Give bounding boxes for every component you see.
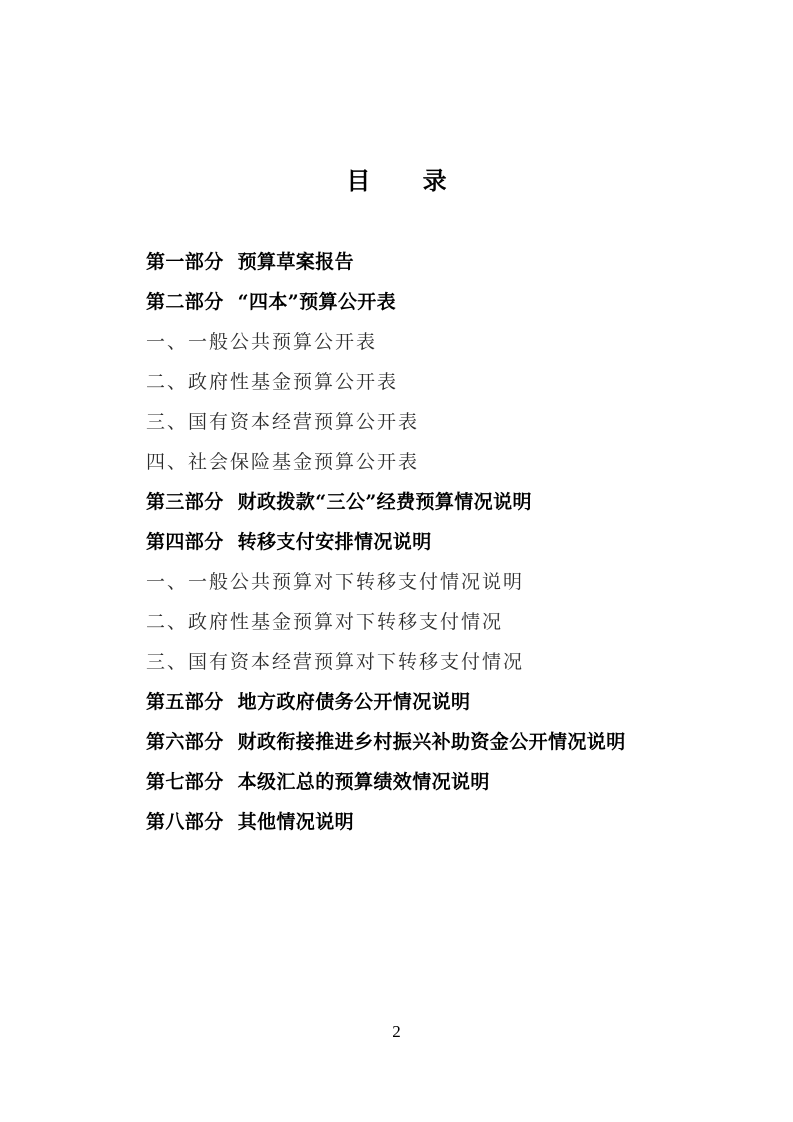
toc-part-text: 地方政府债务公开情况说明 <box>237 691 471 713</box>
toc-subitem-text: 一、一般公共预算对下转移支付情况说明 <box>146 571 525 593</box>
toc-part-label: 第四部分 <box>146 531 224 553</box>
toc-part-6[interactable] <box>146 725 746 765</box>
toc-part-text: 其他情况说明 <box>237 811 355 833</box>
toc-part-3[interactable] <box>146 485 746 525</box>
toc-subitem-text: 二、政府性基金预算公开表 <box>146 371 399 393</box>
toc-part-label: 第三部分 <box>146 491 224 513</box>
toc-subitem[interactable] <box>146 645 746 685</box>
toc-part-4[interactable] <box>146 525 746 565</box>
toc-subitem[interactable] <box>146 365 746 405</box>
toc-part-5[interactable] <box>146 685 746 725</box>
toc-part-2[interactable] <box>146 285 746 325</box>
toc-part-text: 转移支付安排情况说明 <box>237 531 432 553</box>
toc-part-text: 预算草案报告 <box>237 251 355 273</box>
toc-part-label: 第七部分 <box>146 771 224 793</box>
page-number: 2 <box>392 1022 401 1041</box>
toc-part-text: “四本”预算公开表 <box>237 291 397 313</box>
toc-part-1[interactable] <box>146 245 746 285</box>
toc-subitem[interactable] <box>146 445 746 485</box>
toc-subitem-text: 三、国有资本经营预算公开表 <box>146 411 420 433</box>
toc-part-label: 第二部分 <box>146 291 224 313</box>
toc-subitem-text: 二、政府性基金预算对下转移支付情况 <box>146 611 504 633</box>
toc-subitem[interactable] <box>146 405 746 445</box>
toc-part-label: 第一部分 <box>146 251 224 273</box>
toc-part-7[interactable] <box>146 765 746 805</box>
table-of-contents <box>146 245 746 845</box>
toc-part-label: 第八部分 <box>146 811 224 833</box>
toc-part-text: 财政拨款“三公”经费预算情况说明 <box>237 491 532 513</box>
toc-subitem[interactable] <box>146 325 746 365</box>
toc-subitem-text: 一、一般公共预算公开表 <box>146 331 378 353</box>
toc-part-label: 第六部分 <box>146 731 224 753</box>
toc-part-text: 财政衔接推进乡村振兴补助资金公开情况说明 <box>237 731 626 753</box>
toc-subitem[interactable] <box>146 565 746 605</box>
toc-subitem-text: 三、国有资本经营预算对下转移支付情况 <box>146 651 525 673</box>
toc-part-text: 本级汇总的预算绩效情况说明 <box>237 771 490 793</box>
toc-title: 目 录 <box>346 166 469 195</box>
toc-subitem[interactable] <box>146 605 746 645</box>
toc-subitem-text: 四、社会保险基金预算公开表 <box>146 451 420 473</box>
toc-part-8[interactable] <box>146 805 746 845</box>
toc-part-label: 第五部分 <box>146 691 224 713</box>
